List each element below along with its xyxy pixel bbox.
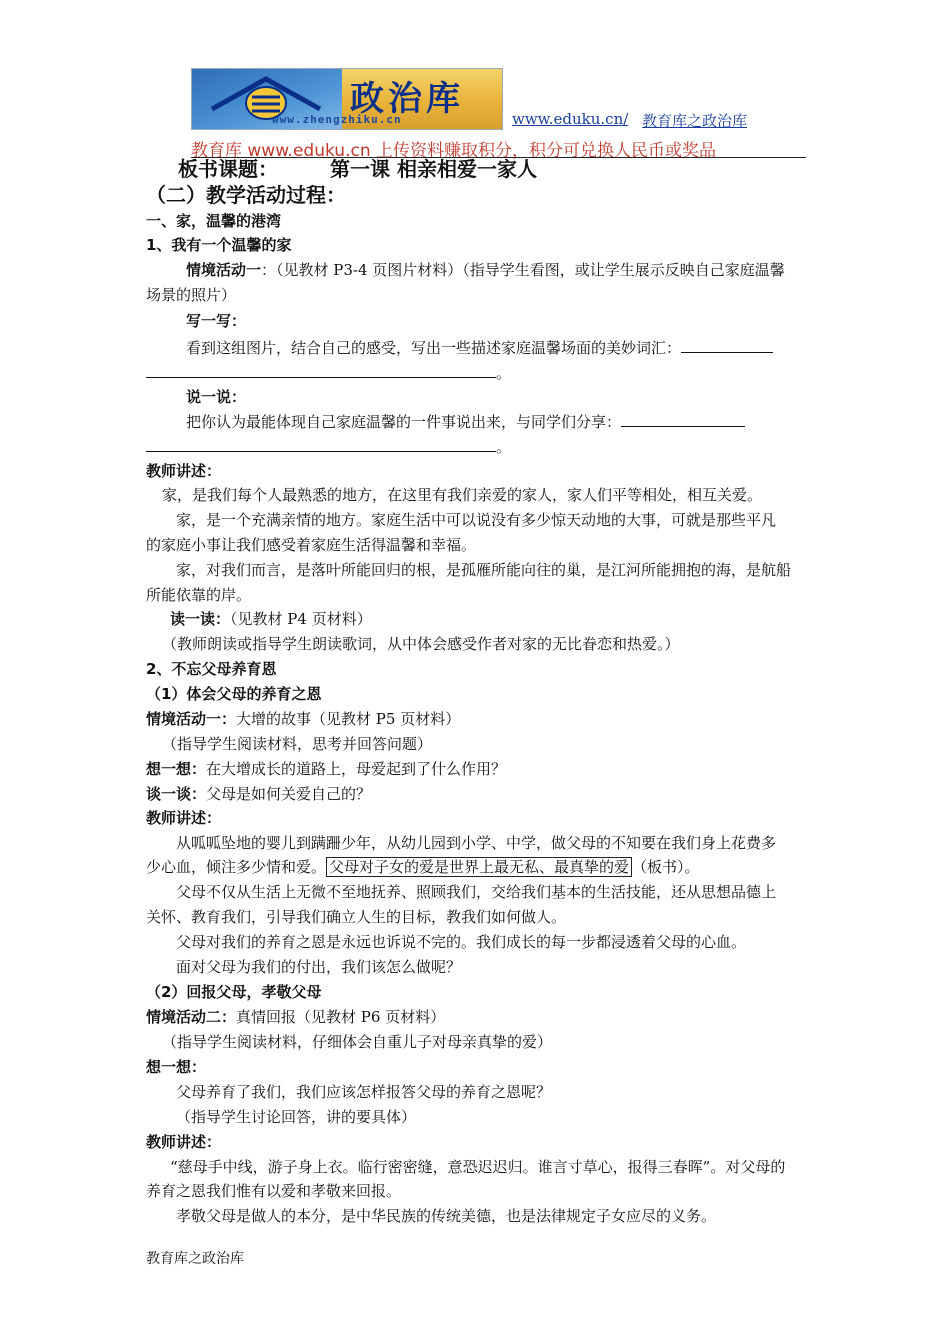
activity-text: 大增的故事（见教材 P5 页材料） (236, 710, 461, 728)
activity-label: 情境活动一 (186, 261, 262, 279)
paragraph-line: （教师朗读或指导学生朗读歌词，从中体会感受作者对家的无比眷恋和热爱。） (162, 635, 680, 653)
think-label: 想一想： (146, 1058, 207, 1076)
say-label: 说一说： (186, 388, 247, 406)
paragraph-line: 的家庭小事让我们感受着家庭生活得温馨和幸福。 (146, 536, 477, 554)
subheading-1: （1）体会父母的养育之恩 (146, 685, 322, 703)
site-logo (191, 68, 503, 130)
paragraph-line: 家，是我们每个人最熟悉的地方，在这里有我们亲爱的家人，家人们平等相处，相互关爱。 (162, 486, 763, 504)
board-title: 第一课 相亲相爱一家人 (330, 157, 537, 181)
read-text: （见教材 P4 页材料） (230, 610, 372, 628)
paragraph-line: 养育之恩我们惟有以爱和孝敬来回报。 (146, 1182, 402, 1200)
line-end: 。 (496, 438, 512, 456)
line-end: 。 (496, 364, 512, 382)
read-label: 读一读： (170, 610, 231, 628)
blank-line (146, 363, 511, 382)
activity-line (146, 1008, 445, 1026)
paragraph-line: 关怀、教育我们，引导我们确立人生的目标，教我们如何做人。 (146, 908, 567, 926)
talk-label: 谈一谈： (146, 785, 207, 803)
answer-blank[interactable] (146, 363, 496, 378)
teacher-label: 教师讲述： (146, 809, 222, 827)
say-prompt-text: 把你认为最能体现自己家庭温馨的一件事说出来，与同学们分享： (186, 413, 622, 431)
paragraph-line: （指导学生讨论回答，讲的要具体） (176, 1108, 417, 1126)
think-line (146, 760, 506, 778)
paragraph-line: （指导学生阅读材料，思考并回答问题） (162, 735, 433, 753)
logo-url: www.zhengzhiku.cn (272, 113, 402, 126)
activity-label: 情境活动二： (146, 1008, 237, 1026)
read-line (170, 610, 372, 628)
activity-line (186, 261, 785, 279)
header-banner: 教育库 www.eduku.cn 上传资料赚取积分，积分可兑换人民币或奖品 (191, 141, 717, 161)
answer-blank[interactable] (146, 437, 496, 452)
paragraph-line: 家，对我们而言，是落叶所能回归的根，是孤雁所能向往的巢，是江河所能拥抱的海，是航船 (176, 561, 792, 579)
subheading-2: （2）回报父母，孝敬父母 (146, 983, 322, 1001)
paragraph-line: 父母不仅从生活上无微不至地抚养、照顾我们，交给我们基本的生活技能，还从思想品德上 (176, 883, 777, 901)
write-label: 写一写： (186, 312, 247, 330)
activity-text: 真情回报（见教材 P6 页材料） (236, 1008, 446, 1026)
answer-blank[interactable] (681, 338, 773, 353)
paragraph-line: （指导学生阅读材料，仔细体会自重儿子对母亲真挚的爱） (162, 1033, 553, 1051)
talk-line (146, 785, 371, 803)
paragraph-line: 面对父母为我们的付出，我们该怎么做呢？ (176, 958, 462, 976)
text-span: 少心血，倾注多少情和爱。 (146, 858, 327, 876)
heading-1-2: 2、不忘父母养育恩 (146, 660, 277, 678)
heading-1: 一、家，温馨的港湾 (146, 212, 282, 230)
teacher-label: 教师讲述： (146, 1133, 222, 1151)
paragraph-line: 所能依靠的岸。 (146, 586, 252, 604)
text-span: （板书）。 (632, 858, 700, 876)
site-link[interactable]: www.eduku.cn/ (512, 110, 629, 128)
page-footer: 教育库之政治库 (146, 1251, 244, 1267)
board-note-box: 父母对子女的爱是世界上最无私、最真挚的爱 (326, 857, 632, 877)
board-label: 板书课题： (178, 157, 278, 181)
logo-title: 政治库 (350, 79, 464, 119)
heading-1-1: 1、我有一个温馨的家 (146, 236, 292, 254)
write-prompt-text: 看到这组图片，结合自己的感受，写出一些描述家庭温馨场面的美妙词汇： (186, 339, 682, 357)
activity-label: 情境活动一： (146, 710, 237, 728)
activity-text: ：（见教材 P3-4 页图片材料）（指导学生看图，或让学生展示反映自己家庭温馨 (261, 261, 785, 279)
think-text: 在大增成长的道路上，母爱起到了什么作用？ (206, 760, 507, 778)
paragraph-line: 父母养育了我们，我们应该怎样报答父母的养育之恩呢？ (176, 1083, 552, 1101)
paragraph-line: 父母对我们的养育之恩是永远也诉说不完的。我们成长的每一步都浸透着父母的心血。 (176, 933, 747, 951)
blank-line (146, 437, 511, 456)
paragraph-line (146, 858, 700, 876)
site-name-link[interactable]: 教育库之政治库 (642, 112, 748, 130)
paragraph-line: “慈母手中线，游子身上衣。临行密密缝，意恐迟迟归。谁言寸草心，报得三春晖”。对父母的 (170, 1158, 786, 1176)
answer-blank[interactable] (621, 412, 745, 427)
paragraph-line: 场景的照片） (146, 286, 237, 304)
activity-line (146, 710, 460, 728)
paragraph-line: 从呱呱坠地的婴儿到蹒跚少年，从幼儿园到小学、中学，做父母的不知要在我们身上花费多 (176, 834, 777, 852)
write-prompt (186, 338, 773, 357)
say-prompt (186, 412, 745, 431)
think-label: 想一想： (146, 760, 207, 778)
paragraph-line: 孝敬父母是做人的本分，是中华民族的传统美德，也是法律规定子女应尽的义务。 (176, 1207, 717, 1225)
section-title: （二）教学活动过程： (146, 183, 346, 207)
teacher-label: 教师讲述： (146, 462, 222, 480)
talk-text: 父母是如何关爱自己的？ (206, 785, 372, 803)
paragraph-line: 家，是一个充满亲情的地方。家庭生活中可以说没有多少惊天动地的大事，可就是那些平凡 (176, 511, 777, 529)
